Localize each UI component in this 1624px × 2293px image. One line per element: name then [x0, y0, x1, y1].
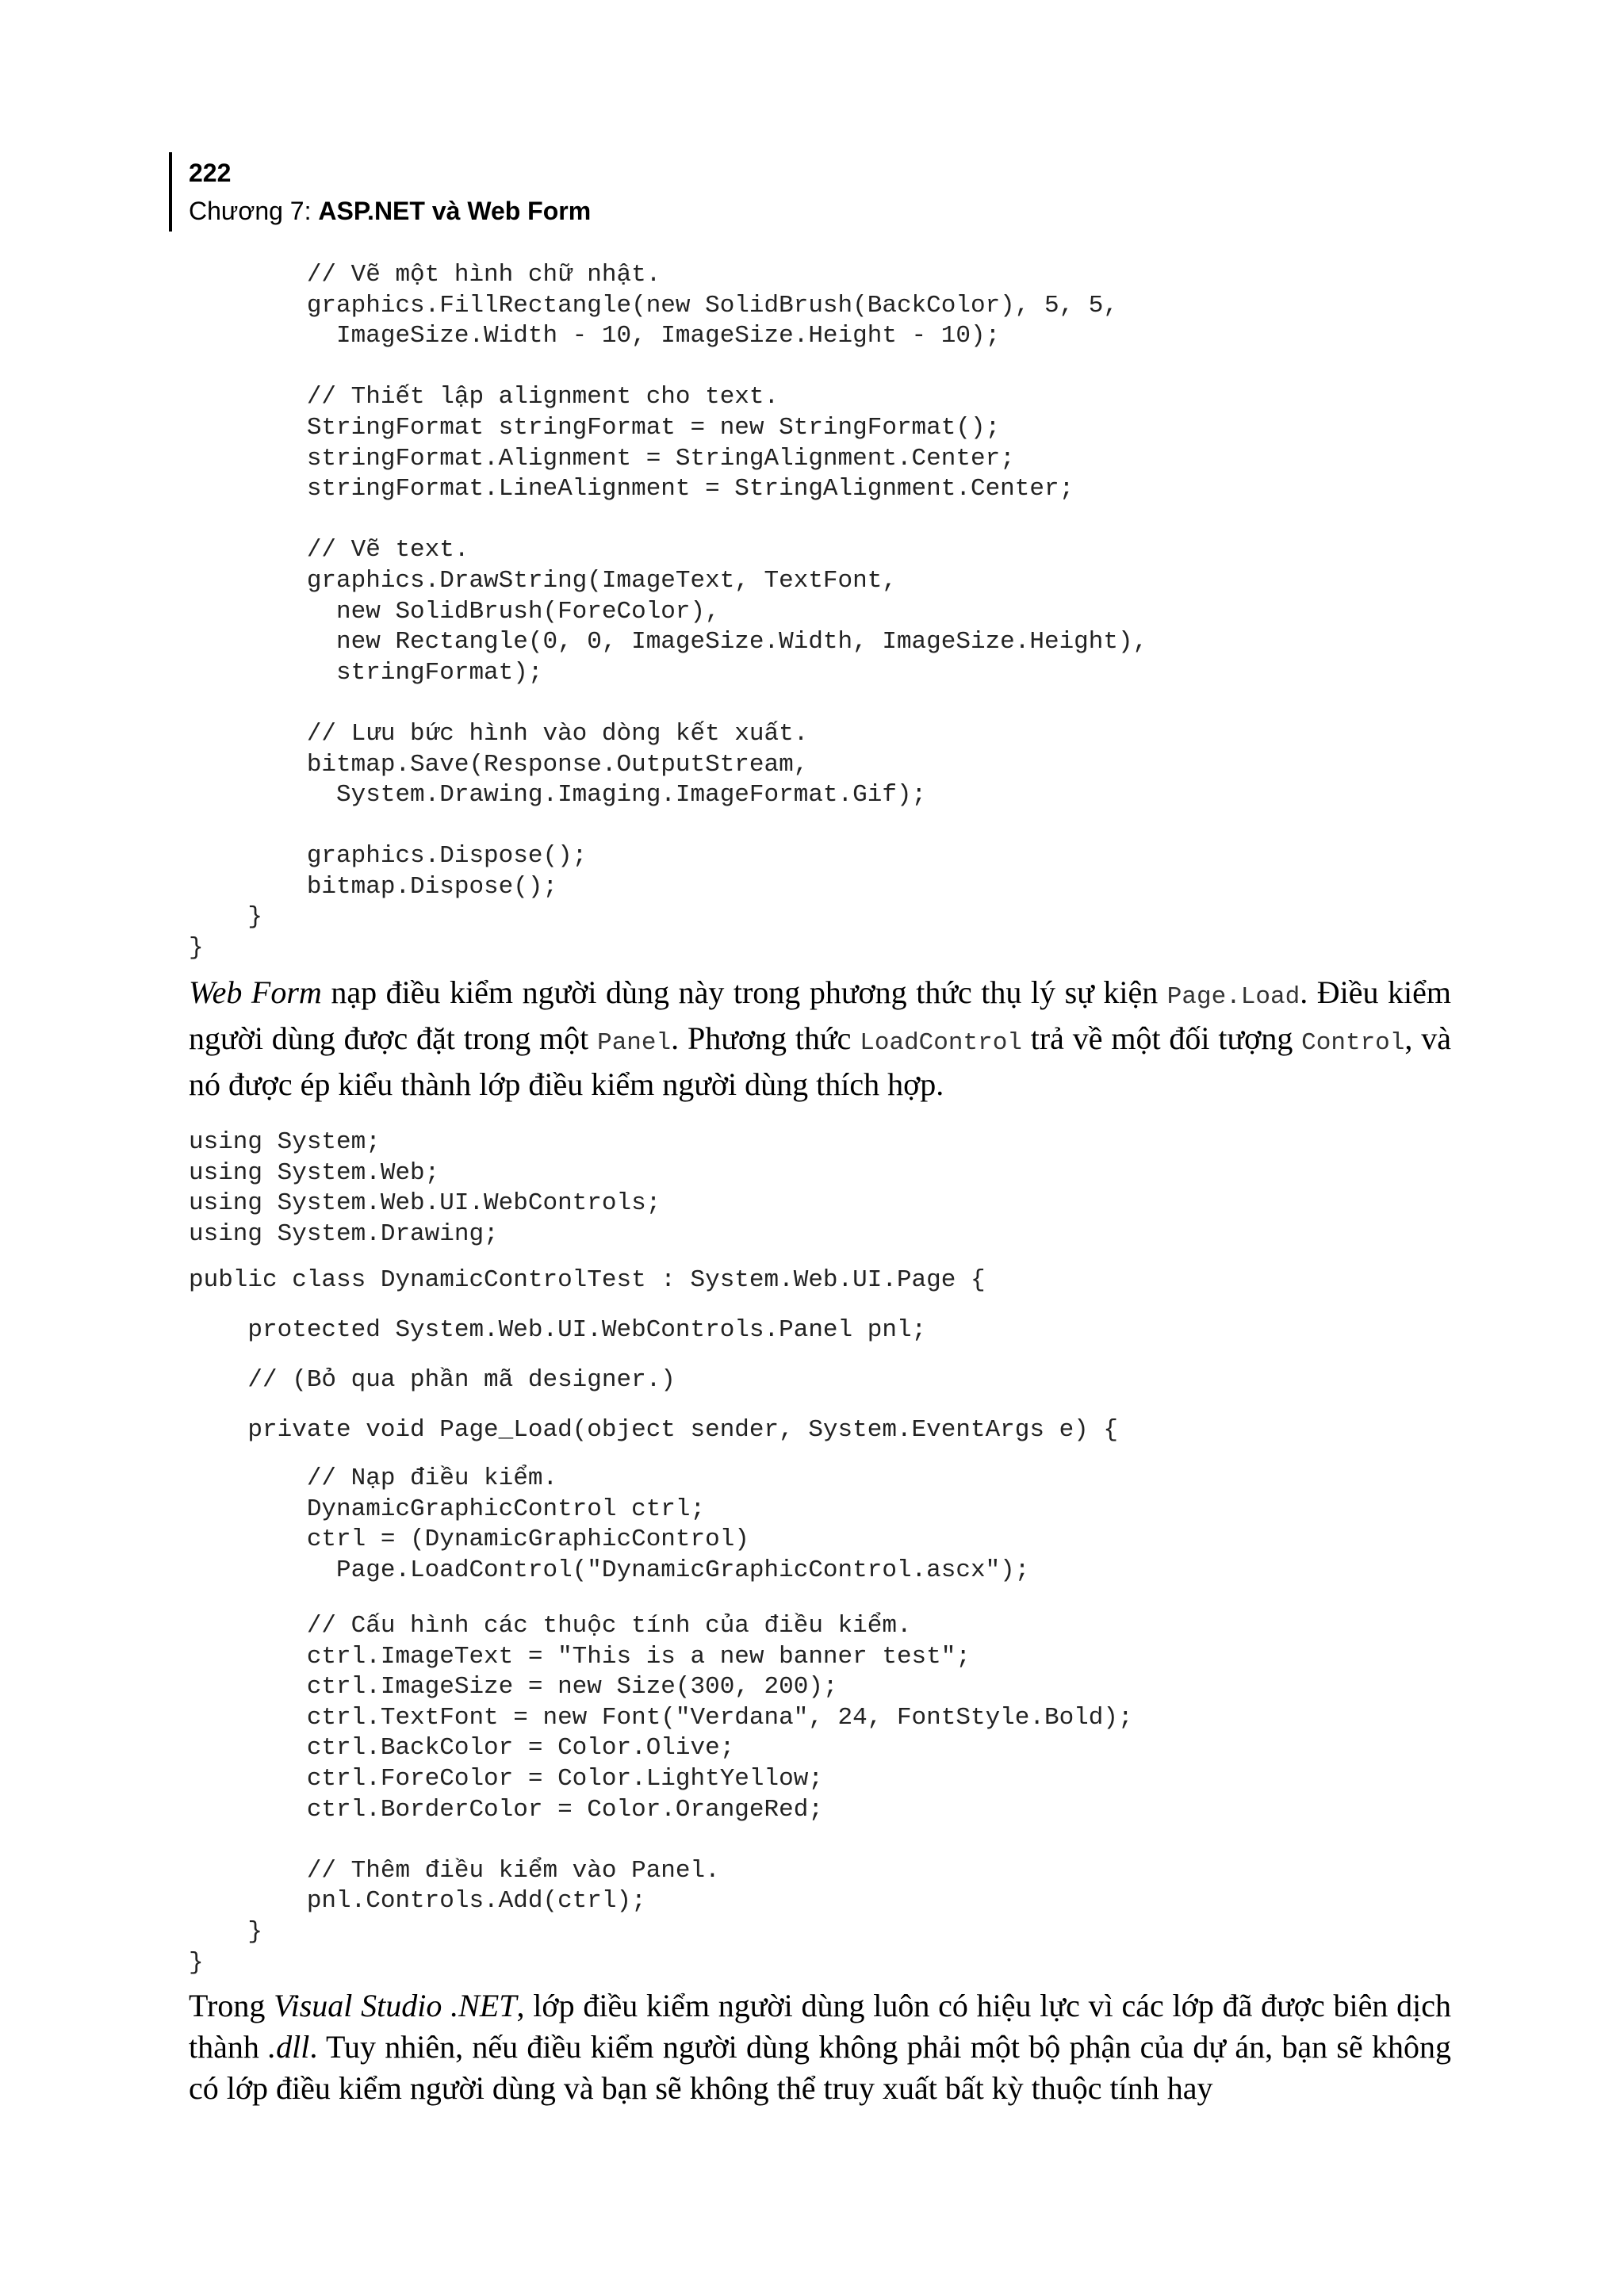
code-line: StringFormat stringFormat = new StringFormat();	[189, 413, 1001, 442]
text-span: . Phương thức	[671, 1020, 860, 1056]
text-span: , và nó được ép kiểu thành lớp điều kiểm người dùng thích hợp.	[189, 1020, 1451, 1102]
code-line: stringFormat.LineAlignment = StringAlignment.Center;	[189, 475, 1074, 503]
code-line	[189, 1825, 1133, 1856]
code-line: // Thiết lập alignment cho text.	[189, 383, 779, 412]
code-line: }	[189, 1917, 263, 1946]
code-line: graphics.FillRectangle(new SolidBrush(BackColor), 5, 5,	[189, 291, 1118, 320]
code-block-usings	[189, 1127, 661, 1250]
code-line: public class DynamicControlTest : System.Web.UI.Page {	[189, 1266, 986, 1294]
code-line: }	[189, 934, 204, 963]
chapter-title: ASP.NET và Web Form	[318, 197, 592, 225]
code-line: pnl.Controls.Add(ctrl);	[189, 1887, 646, 1916]
code-line: stringFormat);	[189, 658, 543, 687]
text-span: trả về một đối tượng	[1021, 1020, 1302, 1056]
code-line: new Rectangle(0, 0, ImageSize.Width, ImageSize.Height),	[189, 628, 1148, 657]
code-line: private void Page_Load(object sender, System.EventArgs e) {	[189, 1416, 1118, 1444]
code-line: Page.LoadControl("DynamicGraphicControl.ascx");	[189, 1556, 1030, 1584]
code-line	[189, 505, 1147, 536]
chapter-prefix: Chương 7:	[189, 197, 319, 225]
text-span: nạp điều kiểm người dùng này trong phương thức thụ lý sự kiện	[321, 974, 1167, 1010]
code-block-load-control	[189, 1464, 1029, 1586]
code-page-load: Page.Load	[1166, 983, 1300, 1011]
code-line: // Thêm điều kiểm vào Panel.	[189, 1856, 720, 1885]
chapter-heading	[189, 195, 591, 227]
code-line: graphics.Dispose();	[189, 842, 588, 871]
text-dll: .dll	[268, 2029, 310, 2065]
code-block-designer-comment	[189, 1365, 676, 1396]
code-line: // Vẽ một hình chữ nhật.	[189, 261, 661, 289]
code-line: ctrl.ImageSize = new Size(300, 200);	[189, 1673, 838, 1702]
code-line: // Vẽ text.	[189, 536, 469, 565]
code-line: }	[189, 903, 263, 932]
code-line: ctrl.BorderColor = Color.OrangeRed;	[189, 1795, 823, 1824]
paragraph-page-load	[189, 972, 1451, 1105]
code-line: System.Drawing.Imaging.ImageFormat.Gif);	[189, 781, 927, 810]
code-line: using System.Drawing;	[189, 1219, 499, 1248]
code-block-class-declaration	[189, 1265, 986, 1296]
code-line	[189, 811, 1147, 842]
code-line: stringFormat.Alignment = StringAlignment.Center;	[189, 444, 1015, 473]
text-web-form: Web Form	[189, 974, 322, 1010]
code-line: using System.Web;	[189, 1158, 440, 1187]
text-span: . Điều kiểm người dùng được đặt trong một	[189, 974, 1452, 1056]
code-block-panel-field	[189, 1315, 926, 1346]
code-line: ctrl.ImageText = "This is a new banner test";	[189, 1642, 971, 1671]
code-line: protected System.Web.UI.WebControls.Panel pnl;	[189, 1316, 927, 1344]
header-rule	[169, 152, 172, 232]
text-span: . Tuy nhiên, nếu điều kiểm người dùng không phải một bộ phận của dự án, bạn sẽ không có lớp điều kiểm người dùng và bạn sẽ không thể truy xuất bất kỳ thuộc tính hay	[189, 2029, 1451, 2106]
code-line: DynamicGraphicControl ctrl;	[189, 1495, 706, 1523]
code-line: new SolidBrush(ForeColor),	[189, 597, 720, 626]
code-line: // Cấu hình các thuộc tính của điều kiểm.	[189, 1612, 912, 1640]
code-line: ctrl.TextFont = new Font("Verdana", 24, FontStyle.Bold);	[189, 1703, 1133, 1732]
code-line: // Nạp điều kiểm.	[189, 1464, 558, 1492]
code-line: ctrl.ForeColor = Color.LightYellow;	[189, 1764, 823, 1793]
code-line: // (Bỏ qua phần mã designer.)	[189, 1366, 676, 1394]
code-line: graphics.DrawString(ImageText, TextFont,	[189, 566, 897, 595]
code-line: using System;	[189, 1128, 381, 1156]
code-block-configure-control	[189, 1611, 1133, 1978]
text-span: , lớp điều kiểm người dùng luôn có hiệu lực vì các lớp đã được biên dịch thành	[189, 1988, 1451, 2065]
code-line: ImageSize.Width - 10, ImageSize.Height - 10);	[189, 322, 1001, 350]
code-panel: Panel	[597, 1029, 672, 1057]
code-line	[189, 352, 1147, 383]
code-block-drawing	[189, 260, 1147, 964]
code-line: bitmap.Dispose();	[189, 872, 558, 901]
code-load-control: LoadControl	[860, 1029, 1022, 1057]
code-block-page-load-signature	[189, 1415, 1118, 1446]
code-line: bitmap.Save(Response.OutputStream,	[189, 750, 809, 779]
code-line: }	[189, 1948, 204, 1977]
paragraph-visual-studio	[189, 1985, 1451, 2109]
page-number: 222	[189, 159, 232, 187]
code-line: using System.Web.UI.WebControls;	[189, 1189, 661, 1218]
code-line	[189, 688, 1147, 719]
code-line: ctrl = (DynamicGraphicControl)	[189, 1525, 749, 1554]
code-line: ctrl.BackColor = Color.Olive;	[189, 1734, 735, 1763]
text-visual-studio: Visual Studio .NET	[274, 1988, 517, 2023]
code-control: Control	[1301, 1029, 1405, 1057]
code-line: // Lưu bức hình vào dòng kết xuất.	[189, 719, 809, 748]
text-span: Trong	[189, 1988, 274, 2023]
